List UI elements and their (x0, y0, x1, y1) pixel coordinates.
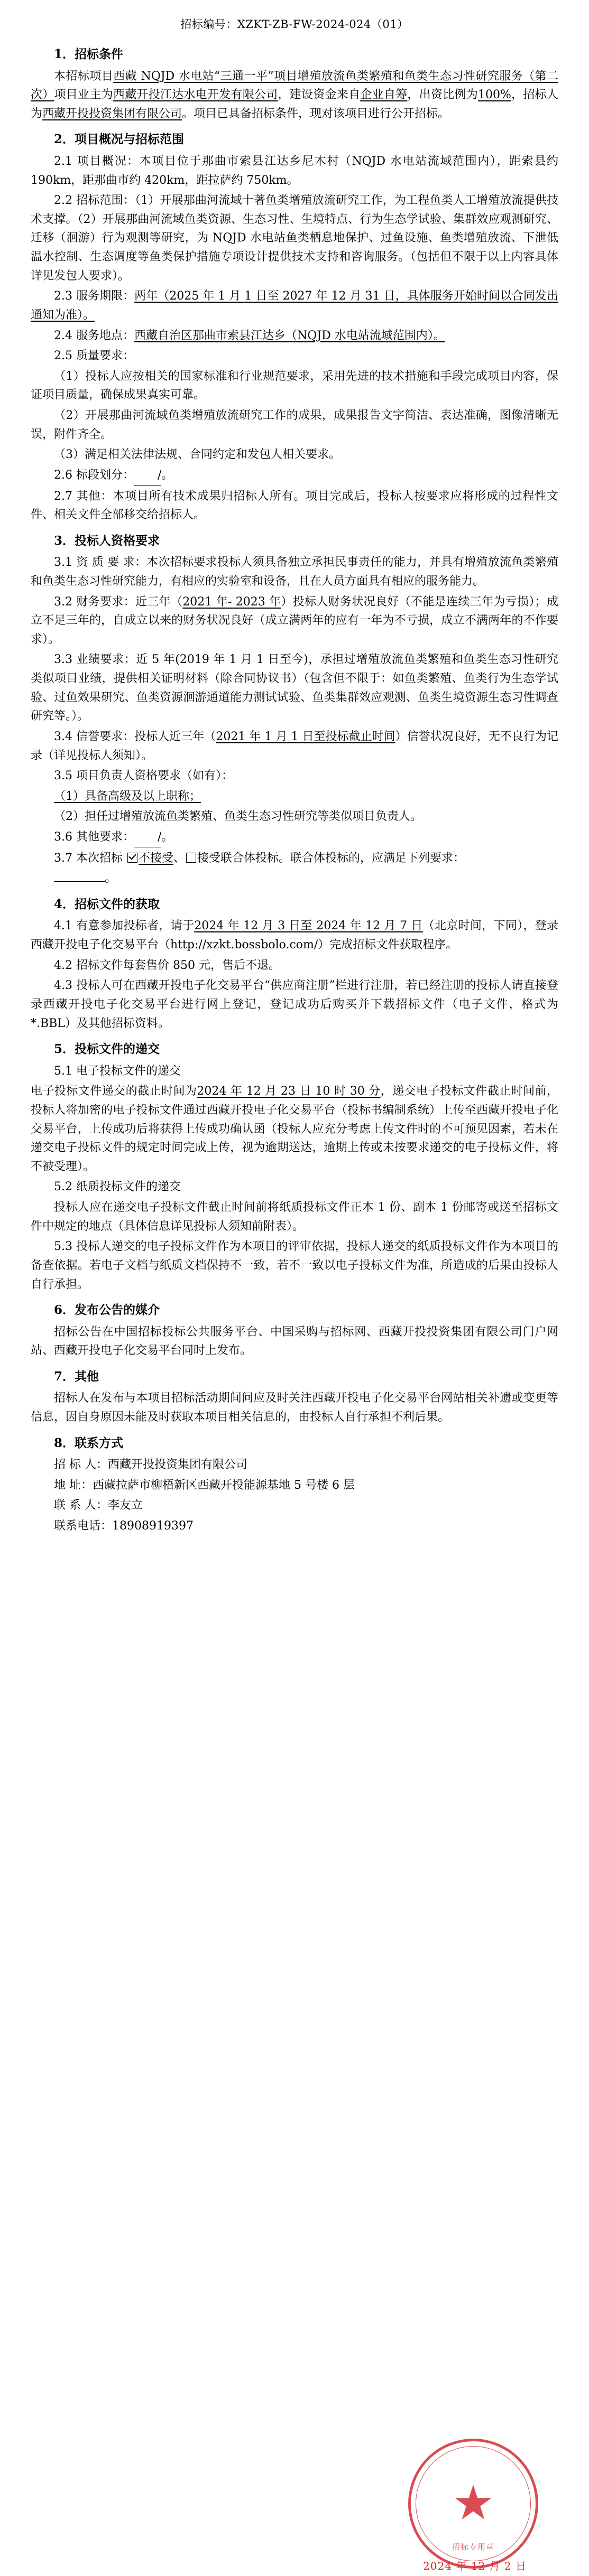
section-5-1-label: 5.1 电子投标文件的递交 (54, 1064, 181, 1078)
s1-fund-source: 企业自筹 (360, 88, 408, 102)
s3-3-label: 3.3 业绩要求： (54, 653, 136, 667)
s4-1-label: 4.1 有意参加投标者，请于 (54, 919, 195, 933)
official-seal-stamp (408, 2439, 538, 2569)
s2-2-text: （1）开展那曲河流域十著鱼类增殖放流研究工作，为工程鱼类人工增殖放流提供技术支撑。（2）开展那曲河流域鱼类资源、生态习性、生境特点、行为生态学试验、集群效应观测研究、迁移（洄游）行为观测等研究，为 NQJD 水电站鱼类栖息地保护、过鱼设施、鱼类增殖放流、下泄低温水控制、生态调度等鱼类保护措施专项设计提供技术支持和咨询服务。（包括但不限于以上内容具体详见发包人要求）。 (31, 194, 558, 283)
section-title-2: 2．项目概况与招标范围 (54, 132, 185, 147)
s1-text-k: 。项目已具备招标条件，现对该项目进行公开招标。 (182, 107, 450, 120)
s1-text-e: ，建设资金来自 (278, 88, 361, 102)
section-3-1 (31, 553, 558, 591)
s3-4-label: 3.4 信誉要求： (54, 730, 135, 743)
seal-bottom-text: 招标专用章 (452, 2542, 494, 2552)
section-title-3: 3．投标人资格要求 (54, 533, 160, 548)
s1-text-a: 本招标项目 (54, 69, 114, 83)
section-1-paragraph (31, 67, 558, 124)
section-title-8: 8．联系方式 (54, 1435, 124, 1450)
section-title-4: 4．招标文件的获取 (54, 897, 160, 911)
s3-7-option-1: 不接受 (138, 851, 173, 865)
section-title-1: 1．招标条件 (54, 47, 124, 61)
section-2-3 (31, 287, 558, 324)
s3-1-text: 本次招标要求投标人须具备独立承担民事责任的能力，并具有增殖放流鱼类繁殖和鱼类生态习性研究能力，有相应的实验室和设备，且在人员方面具有相应的服务能力。 (31, 556, 558, 588)
s2-7-label: 2.7 其他： (54, 489, 113, 503)
s3-7-label: 3.7 本次招标 (54, 851, 123, 865)
s3-2-text-a: 近三年（ (135, 595, 183, 609)
section-2-1 (31, 152, 558, 190)
section-2-7 (31, 487, 558, 525)
s1-owner: 西藏开投江达水电开发有限公司 (113, 88, 278, 102)
seal-date: 2024 年 12 月 2 日 (423, 2560, 527, 2572)
s1-tenderee: 西藏开投投资集团有限公司 (42, 107, 182, 120)
s1-text-i: ，招标人为 (31, 88, 558, 120)
s3-4-text-b: ）信誉状况良好，无不良行为记录（详见投标人须知）。 (31, 730, 558, 762)
section-title-7: 7．其他 (54, 1369, 99, 1384)
s3-1-label: 3.1 资 质 要 求： (54, 556, 147, 570)
s5-1-text-a: 电子投标文件递交的截止时间为 (31, 1085, 197, 1098)
section-2-4 (31, 326, 558, 346)
contact-label-3: 联系电话： (54, 1519, 113, 1533)
seal-star-icon: ★ (454, 2481, 493, 2526)
contact-label-2: 联 系 人： (54, 1499, 108, 1513)
s1-project-name: 西藏 NQJD 水电站“三通一平”项目增殖放流鱼类繁殖和鱼类生态习性研究服务（第二次） (31, 69, 558, 102)
contact-value-1: 西藏拉萨市柳梧新区西藏开投能源基地 5 号楼 6 层 (93, 1478, 355, 1492)
doc-number: 招标编号：XZKT-ZB-FW-2024-024（01） (180, 18, 409, 31)
section-7-text: 招标人在发布与本项目招标活动期间问应及时关注西藏开投电子化交易平台网站相关补遗或变更等信息，因自身原因未能及时获取本项目相关信息的，由投标人自行承担不利后果。 (31, 1392, 558, 1424)
section-3-5-2: （2）担任过增殖放流鱼类繁殖、鱼类生态习性研究等类似项目负责人。 (54, 810, 422, 824)
section-title-6: 6．发布公告的媒介 (54, 1303, 160, 1318)
section-3-4 (31, 727, 558, 765)
s2-1-label: 2.1 项目概况： (54, 154, 140, 168)
s3-2-years: 2021 年- 2023 年 (182, 595, 281, 609)
s1-fund-ratio: 100% (477, 88, 511, 102)
contact-row-address (31, 1476, 558, 1495)
contact-value-3: 18908919397 (112, 1519, 194, 1533)
s5-1-deadline: 2024 年 12 月 23 日 10 时 30 分 (197, 1085, 381, 1098)
s2-3-label: 2.3 服务期限： (54, 290, 135, 303)
s2-4-text: 西藏自治区那曲市索县江达乡（NQJD 水电站流域范围内）。 (134, 329, 445, 342)
section-2-5-3: （3）满足相关法律法规、合同约定和发包人相关要求。 (54, 448, 340, 462)
s3-4-date: 2021 年 1 月 1 日至投标截止时间 (216, 730, 395, 743)
section-4-1 (31, 917, 558, 954)
section-3-3 (31, 650, 558, 726)
s3-2-label: 3.2 财务要求： (54, 595, 135, 609)
s3-4-text-a: 投标人近三年（ (134, 730, 216, 743)
section-3-5-1 (31, 787, 558, 806)
section-5-3-text: 5.3 投标人递交的电子投标文件作为本项目的评审依据，投标人递交的纸质投标文件作为本项目的备查依据。若电子文档与纸质文档保持不一致，若不一致以电子投标文件为准，所造成的后果由投标人自行承担。 (31, 1240, 558, 1291)
contact-label-1: 地 址： (54, 1478, 93, 1492)
s3-3-text: 近 5 年(2019 年 1 月 1 日至今)，承担过增殖放流鱼类繁殖和鱼类生态习性研究类似项目业绩，提供相关证明材料（除合同协议书）（包含但不限于：如鱼类繁殖、鱼类行为生态学试验、过鱼效果研究、鱼类资源洄游通道能力测试试验、鱼类集群效应观测、鱼类生境资源生态习性调查研究等。）。 (31, 653, 558, 723)
section-3-6 (31, 828, 558, 847)
s3-5-1-text: （1）具备高级及以上职称； (54, 789, 201, 803)
section-3-5: 3.5 项目负责人资格要求（如有）： (54, 769, 233, 783)
section-2-5-1: （1）投标人应按相关的国家标准和行业规范要求，采用先进的技术措施和手段完成项目内容，保证项目质量，确保成果真实可靠。 (31, 369, 558, 402)
section-3-7: 3.7 本次招标 不接受、 接受联合体投标。联合体投标的，应满足下列要求： (54, 851, 465, 865)
section-6-text: 招标公告在中国招标投标公共服务平台、中国采购与招标网、西藏开投投资集团有限公司门户网站、西藏开投电子化交易平台同时上发布。 (31, 1325, 558, 1358)
s5-1-text-b: ，递交电子投标文件截止时间前，投标人将加密的电子投标文件通过西藏开投电子化交易平台（投标书编制系统）上传至西藏开投电子化交易平台，上传成功后将获得上传成功确认函（投标人应充分考虑上传文件时的不可预见因素，若未在递交电子投标文件的规定时间完成上传，视为逾期送达，逾期上传或未按要求递交的电子投标文件，将不被受理）。 (31, 1085, 558, 1173)
section-3-7-blank-line (31, 869, 558, 888)
section-4-2: 4.2 招标文件每套售价 850 元，售后不退。 (54, 958, 280, 972)
s3-2-text-b: ）投标人财务状况良好（不能是连续三年为亏损）；成立不足三年的，自成立以来的财务状况良好（成立满两年的应有一年为不亏损，成立不满两年的不作要求）。 (31, 595, 558, 646)
section-2-6 (31, 466, 558, 486)
s3-6-end: 。 (161, 830, 173, 844)
s3-6-blank: / (134, 828, 161, 847)
section-5-1-text (31, 1082, 558, 1176)
section-2-5-2: （2）开展那曲河流域鱼类增殖放流研究工作的成果，成果报告文字简洁、表达准确，图像清晰无误，附件齐全。 (31, 409, 558, 441)
s1-text-g: ，出资比例为 (407, 88, 478, 102)
s2-7-text: 本项目所有技术成果归招标人所有。项目完成后，投标人按要求应将形成的过程性文件、相关文件全部移交给招标人。 (31, 489, 558, 522)
contact-value-2: 李友立 (108, 1499, 143, 1513)
s3-7-blank (54, 881, 105, 882)
s3-6-label: 3.6 其他要求： (54, 830, 134, 844)
s4-1-text: （北京时间，下同），登录西藏开投电子化交易平台（http://xzkt.bossbolo.com/）完成招标文件获取程序。 (31, 919, 558, 951)
s1-text-c: 项目业主为 (54, 88, 113, 102)
s2-1-text: 本项目位于那曲市索县江达乡尼木村（NQJD 水电站流域范围内），距索县约 190km，距那曲市约 420km，距拉萨约 750km。 (31, 154, 558, 187)
contact-row-phone (31, 1517, 558, 1536)
s2-3-text: 两年（2025 年 1 月 1 日至 2027 年 12 月 31 日，具体服务开始时间以合同发出通知为准）。 (31, 290, 558, 322)
s4-1-date: 2024 年 12 月 3 日至 2024 年 12 月 7 日 (194, 919, 423, 933)
contact-row-person (31, 1496, 558, 1515)
checkbox-not-accept-joint-bid[interactable] (127, 853, 137, 863)
s2-6-blank: / (134, 466, 161, 486)
contact-label-0: 招 标 人： (54, 1458, 108, 1472)
section-title-5: 5．投标文件的递交 (54, 1042, 160, 1057)
section-2-2 (31, 191, 558, 285)
s2-6-end: 。 (161, 468, 173, 482)
seal-inner-ring (416, 2446, 531, 2561)
s3-7-option-2: 接受联合体投标。联合体投标的，应满足下列要求： (197, 851, 465, 865)
s2-2-label: 2.2 招标范围： (54, 194, 135, 208)
contact-value-0: 西藏开投投资集团有限公司 (108, 1458, 248, 1472)
section-2-5 (31, 347, 558, 366)
section-5-2-label: 5.2 纸质投标文件的递交 (54, 1180, 181, 1194)
contact-row-tenderee (31, 1455, 558, 1474)
section-5-2-text: 投标人应在递交电子投标文件截止时间前将纸质投标文件正本 1 份、副本 1 份邮寄或送至招标文件中规定的地点（具体信息详见投标人须知前附表）。 (31, 1201, 558, 1233)
s2-5-label: 2.5 质量要求： (54, 349, 134, 363)
section-3-2 (31, 593, 558, 649)
s3-7-blank-end: 。 (105, 872, 117, 885)
checkbox-accept-joint-bid[interactable] (186, 853, 196, 863)
section-4-3: 4.3 投标人可在西藏开投电子化交易平台“供应商注册”栏进行注册，若已经注册的投标人请直接登录西藏开投电子化交易平台进行网上登记，登记成功后购买并下载招标文件（电子文件，格式为*.BBL）及其他招标资料。 (31, 979, 558, 1030)
s2-4-label: 2.4 服务地点： (54, 329, 134, 342)
s2-6-label: 2.6 标段划分： (54, 468, 134, 482)
